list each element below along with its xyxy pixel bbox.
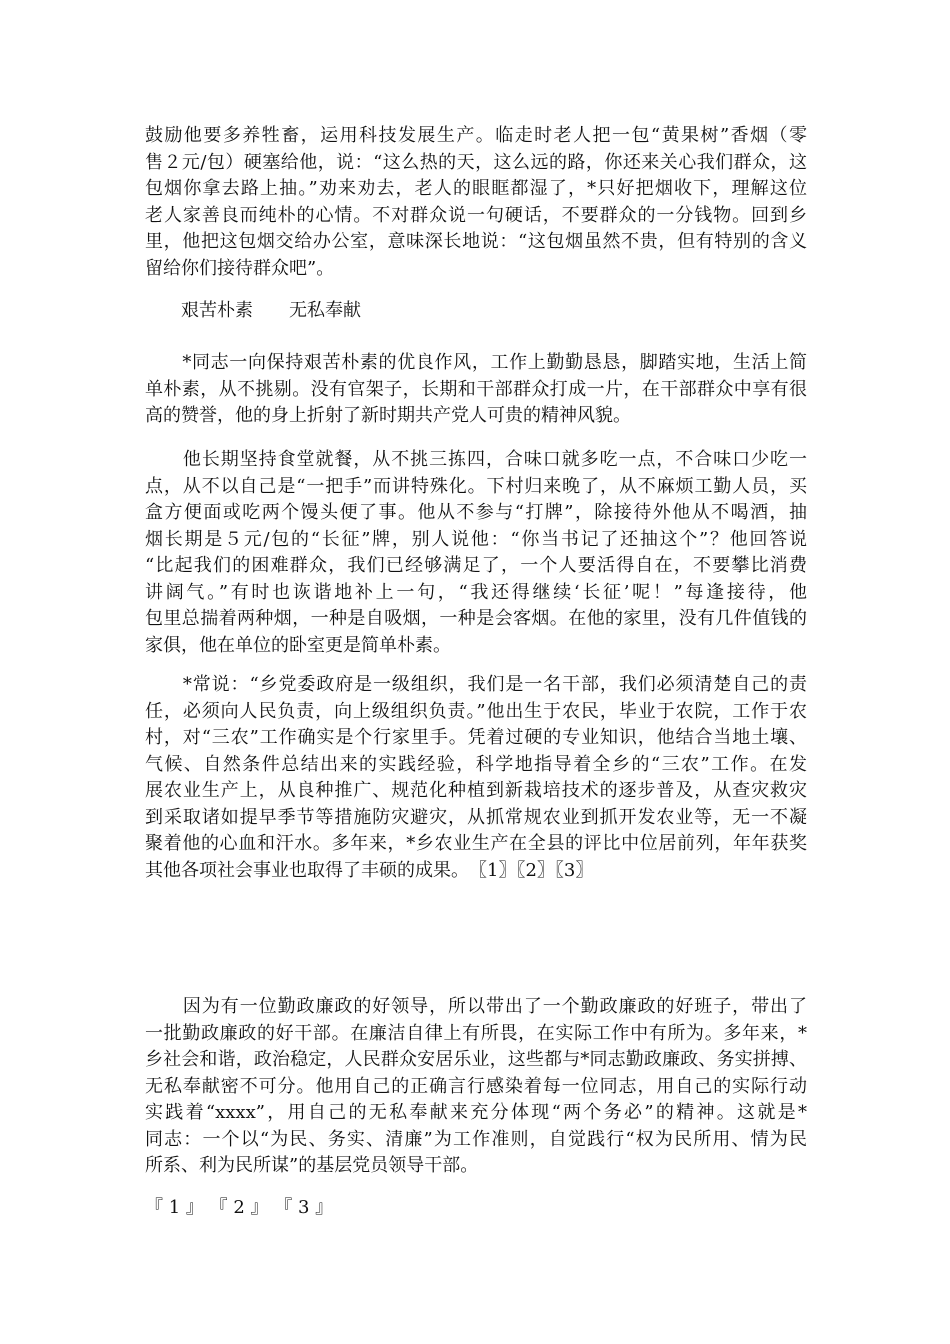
inline-page-link-2[interactable]: 〖2〗 xyxy=(516,859,555,881)
text-line: 包里总揣着两种烟，一种是自吸烟，一种是会客烟。在他的家里，没有几件值钱的 xyxy=(145,608,807,629)
text-line: *同志一向保持艰苦朴素的优良作风，工作上勤勤恳恳，脚踏实地，生活上简 xyxy=(145,352,807,373)
page-link-1[interactable]: 『 1 』 xyxy=(145,1197,204,1218)
text-line-with-page-links xyxy=(145,858,807,885)
text-line: 家俱，他在单位的卧室更是简单朴素。 xyxy=(145,634,451,656)
inline-page-link-3[interactable]: 〖3〗 xyxy=(554,859,594,881)
text-line: 老人家善良而纯朴的心情。不对群众说一句硬话，不要群众的一分钱物。回到乡 xyxy=(145,204,807,226)
text-line: 气候、自然条件总结出来的实践经验，科学地指导着全乡的“三农”工作。在发 xyxy=(145,753,807,775)
text-line: 一批勤政廉政的好干部。在廉洁自律上有所畏，在实际工作中有所为。多年来，* xyxy=(145,1022,807,1044)
text-line: 单朴素，从不挑剔。没有官架子，长期和干部群众打成一片，在干部群众中享有很 xyxy=(145,378,807,400)
page-link-3[interactable]: 『 3 』 xyxy=(274,1197,334,1218)
section-heading: 艰苦朴素 无私奉献 xyxy=(181,300,361,321)
text-line: 村，对“三农”工作确实是个行家里手。凭着过硬的专业知识，他结合当地土壤、 xyxy=(145,727,807,748)
text-line: 因为有一位勤政廉政的好领导，所以带出了一个勤政廉政的好班子，带出了 xyxy=(145,996,807,1017)
pagination xyxy=(145,1195,333,1221)
paragraph-3 xyxy=(145,447,807,659)
text-line: 包烟你拿去路上抽。”劝来劝去，老人的眼眶都湿了，*只好把烟收下，理解这位 xyxy=(145,178,807,199)
page-link-2[interactable]: 『 2 』 xyxy=(209,1197,269,1218)
text-line: 无私奉献密不可分。他用自己的正确言行感染着每一位同志，用自己的实际行动 xyxy=(145,1075,807,1097)
text-line: 留给你们接待群众吧”。 xyxy=(145,257,335,279)
text-line: 到采取诸如提早季节等措施防灾避灾，从抓常规农业到抓开发农业等，无一不凝 xyxy=(145,806,807,828)
text-line: 乡社会和谐，政治稳定，人民群众安居乐业，这些都与*同志勤政廉政、务实拼搏、 xyxy=(145,1049,807,1070)
text-line: 任，必须向人民负责，向上级组织负责。”他出生于农民，毕业于农院，工作于农 xyxy=(145,700,807,722)
text-line: 同志：一个以“为民、务实、清廉”为工作准则，自觉践行“权为民所用、情为民 xyxy=(145,1128,807,1150)
text-line: “比起我们的困难群众，我们已经够满足了，一个人要活得自在，不要攀比消费 xyxy=(145,555,807,576)
paragraph-2 xyxy=(145,350,807,430)
text-line: 展农业生产上，从良种推广、规范化种植到新栽培技术的逐步普及，从查灾救灾 xyxy=(145,780,807,801)
text-line: 里，他把这包烟交给办公室，意味深长地说：“这包烟虽然不贵，但有特别的含义 xyxy=(145,231,807,252)
text-line: *常说：“乡党委政府是一级组织，我们是一名干部，我们必须清楚自己的责 xyxy=(145,674,807,695)
text-line: 他长期坚持食堂就餐，从不挑三拣四，合味口就多吃一点，不合味口少吃一 xyxy=(145,449,807,470)
text-line: 烟长期是５元/包的“长征”牌，别人说他：“你当书记了还抽这个”？他回答说 xyxy=(145,528,807,550)
text-line: 讲阔气。”有时也诙谐地补上一句，“我还得继续‘长征’呢！”每逢接待，他 xyxy=(145,581,807,603)
paragraph-5 xyxy=(145,994,807,1180)
text-line: 所系、利为民所谋”的基层党员领导干部。 xyxy=(145,1155,479,1176)
inline-page-link-1[interactable]: 〖1〗 xyxy=(478,859,517,881)
text-line: 售２元/包）硬塞给他，说：“这么热的天，这么远的路，你还来关心我们群众，这 xyxy=(145,151,807,173)
text-line: 聚着他的心血和汗水。多年来，*乡农业生产在全县的评比中位居前列，年年获奖 xyxy=(145,833,807,854)
text-line: 高的赞誉，他的身上折射了新时期共产党人可贵的精神风貌。 xyxy=(145,405,631,426)
text-line: 点，从不以自己是“一把手”而讲特殊化。下村归来晚了，从不麻烦工勤人员，买 xyxy=(145,475,807,497)
text-line: 实践着“xxxx”，用自己的无私奉献来充分体现“两个务必”的精神。这就是* xyxy=(145,1102,807,1123)
text-segment: 其他各项社会事业也取得了丰硕的成果。 xyxy=(145,859,460,881)
text-line: 鼓励他要多养牲畜，运用科技发展生产。临走时老人把一包“黄果树”香烟（零 xyxy=(145,125,807,146)
paragraph-1 xyxy=(145,123,807,282)
text-line: 盒方便面或吃两个馒头便了事。他从不参与“打牌”，除接待外他从不喝酒，抽 xyxy=(145,502,807,523)
paragraph-4 xyxy=(145,672,807,884)
